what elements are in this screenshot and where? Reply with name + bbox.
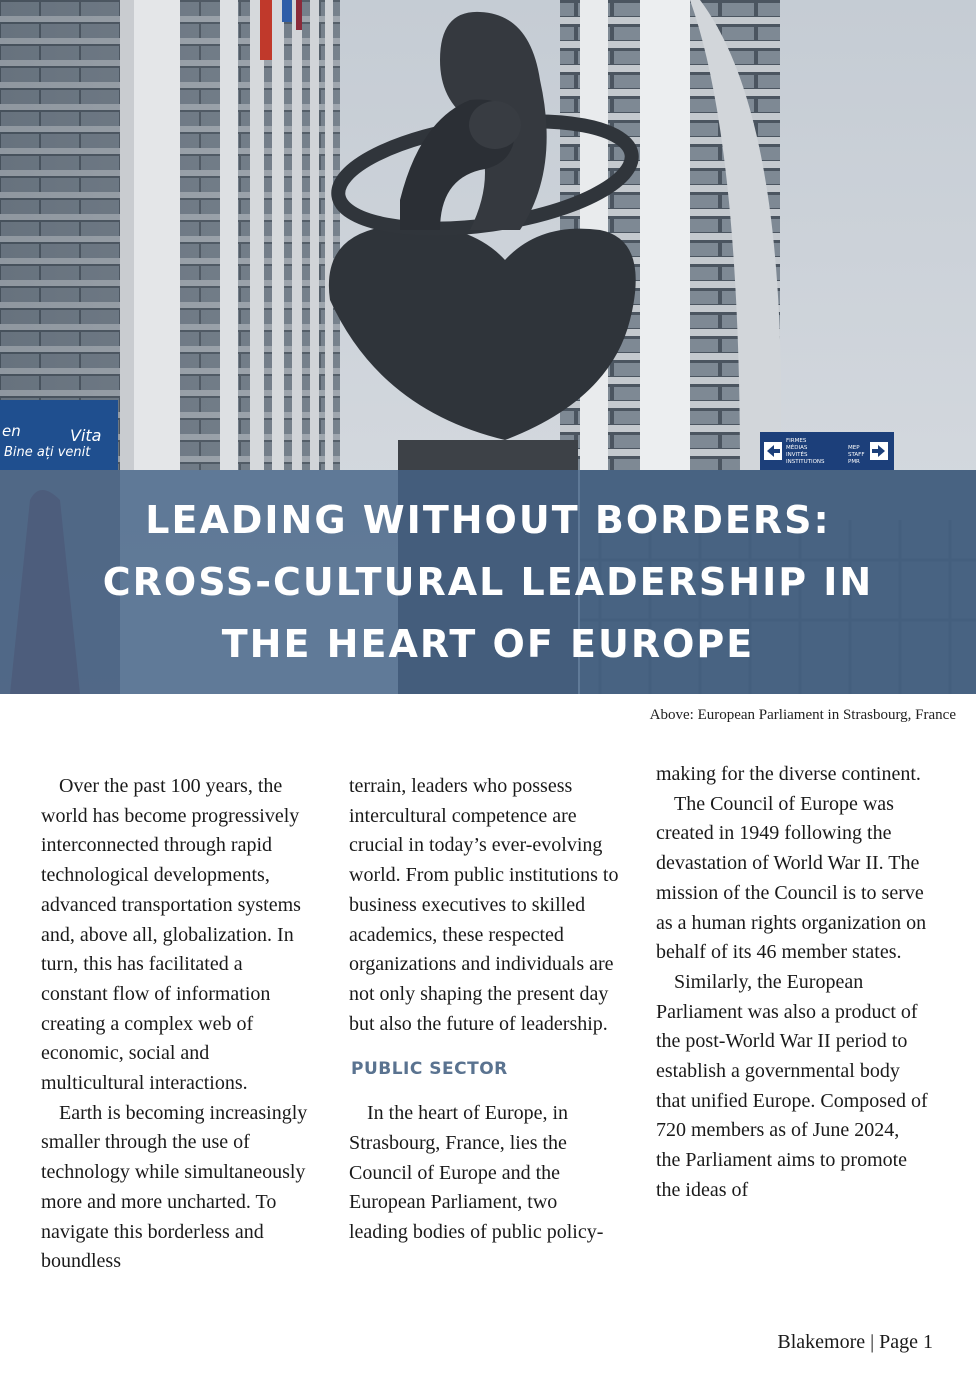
column-3 bbox=[656, 760, 928, 1206]
sign-left-top: en bbox=[2, 422, 21, 440]
sign-right-mep: MEP bbox=[848, 445, 860, 451]
sign-right-line-2: MÉDIAS bbox=[786, 445, 808, 451]
title-band bbox=[0, 470, 976, 694]
paragraph: making for the diverse continent. bbox=[656, 763, 921, 785]
page-title-line-1: LEADING WITHOUT BORDERS: bbox=[145, 498, 831, 542]
column-1 bbox=[41, 772, 313, 1277]
section-heading: PUBLIC SECTOR bbox=[351, 1059, 508, 1080]
sign-right-line-1: FIRMES bbox=[786, 438, 807, 444]
paragraph: In the heart of Europe, in Strasbourg, France, lies the Council of Europe and the European Parliament, two leading bodies of public policy- bbox=[349, 1102, 604, 1244]
sign-right-staff: STAFF bbox=[848, 452, 865, 458]
paragraph: The Council of Europe was created in 1949 following the devastation of World War II. The mission of the Council is to serve as a human rights organization on behalf of its 46 member states. bbox=[656, 792, 927, 964]
paragraph: Similarly, the European Parliament was also a product of the post-World War II period to establish a governmental body that unified Europe. Composed of 720 members as of June 2024, the Parliament aims to promote the ideas of bbox=[656, 970, 928, 1201]
sign-right-line-3: INVITÉS bbox=[786, 452, 808, 458]
paragraph: Over the past 100 years, the world has become progressively interconnected through rapid technological developments, advanced transportation systems and, above all, globalization. In turn, this has facilitated a constant flow of information creating a complex web of economic, social and multicultural interactions. bbox=[41, 775, 301, 1095]
sign-left-vita: Vita bbox=[70, 426, 102, 445]
photo-caption: Above: European Parliament in Strasbourg, France bbox=[649, 707, 956, 723]
page-title-line-3: THE HEART OF EUROPE bbox=[221, 622, 755, 666]
sign-right-line-4: INSTITUTIONS bbox=[786, 459, 825, 465]
paragraph: terrain, leaders who possess intercultural competence are crucial in today’s ever-evolving world. From public institutions to business executives to skilled academics, these respected organizations and individuals are not only shaping the present day but also the future of leadership. bbox=[349, 775, 619, 1035]
paragraph: Earth is becoming increasingly smaller through the use of technology while simultaneously more and more uncharted. To navigate this borderless and boundless bbox=[41, 1101, 308, 1273]
page-title-line-2: CROSS-CULTURAL LEADERSHIP IN bbox=[102, 560, 874, 604]
page-footer: Blakemore | Page 1 bbox=[777, 1331, 933, 1353]
column-2 bbox=[349, 772, 621, 1248]
sign-left-welcome: Bine ați venit bbox=[4, 445, 91, 460]
sign-right-pmr: PMR bbox=[848, 459, 860, 465]
